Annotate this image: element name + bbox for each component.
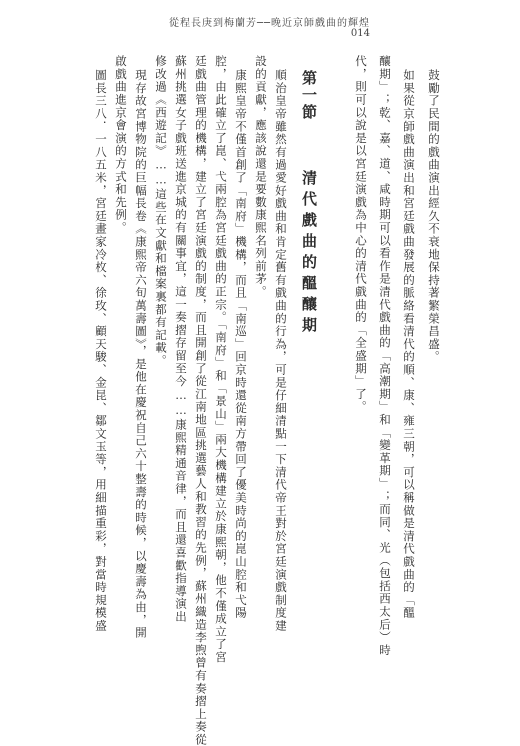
body-column-10: 蘇州挑選女子戲班送進京城的有關事宜，這一奏摺存留至今……康熙精通音律，而且還喜歡指導演出 bbox=[174, 55, 188, 624]
body-column-12: 現存故宮博物院的巨幅長卷《康熙帝六旬萬壽圖》，是他在慶祝自己六十整壽的時候，以慶壽為由，開 bbox=[134, 69, 148, 640]
section-label: 第一節 bbox=[300, 70, 318, 121]
body-column-14: 圖長三八．一八五米，宮廷畫家冷枚、徐玫、顧天駿、金昆、鄒文玉等，用細描重彩，對當時規模盛 bbox=[94, 69, 108, 633]
body-column-11: 修改過《西遊記》……這些在文獻和檔案裏都有記載。 bbox=[154, 55, 168, 368]
body-column-7: 康熙皇帝不僅首創了「南府」機構，而且「南巡」回京時還從南方帶回了優美時尚的崑山腔和弋陽 bbox=[234, 69, 248, 620]
body-column-5: 順治皇帝雖然有過愛好戲曲和肯定舊有戲曲的行為，可是仔細清點一下清代帝王對於宮廷演戲制度建 bbox=[274, 69, 288, 633]
body-column-6: 設的貢獻，應該說還是要數康熙名列前茅。 bbox=[254, 55, 268, 299]
body-column-13: 啟戲曲進京會演的方式和先例。 bbox=[114, 55, 128, 235]
page-number: 014 bbox=[350, 28, 370, 39]
body-column-2: 如果從京師戲曲演出和宮廷戲曲發展的脈絡看清代的順、康、雍三朝，可以稱做是清代戲曲的「醞 bbox=[402, 69, 416, 620]
section-title: 清代戲曲的醞釀期 bbox=[300, 170, 318, 338]
body-column-1: 鼓勵了民間的戲曲演出經久不衰地保持著繁榮昌盛。 bbox=[427, 69, 441, 364]
body-column-4: 代，則可以說是以宮廷演戲為中心的清代戲曲的「全盛期」了。 bbox=[354, 55, 368, 414]
body-column-3: 釀期」；乾、嘉、道、咸時期可以看作是清代戲曲的「高潮期」和「變革期」；而同、光（包括西太后）時 bbox=[378, 55, 392, 657]
running-head: 從程長庚到梅蘭芳──晚近京師戲曲的輝煌 bbox=[168, 18, 370, 29]
body-column-8: 腔，由此確立了崑、弋兩腔為宮廷戲曲的正宗。「南府」和「景山」兩大機構建立於康熙朝，他不僅成立了宮 bbox=[214, 55, 228, 664]
body-column-9: 廷戲曲管理的機構，建立了宮廷演戲的制度，而且開創了從江南地區挑選藝人和教習的先例，蘇州織造李煦曾有奏摺上奏從 bbox=[194, 55, 208, 746]
